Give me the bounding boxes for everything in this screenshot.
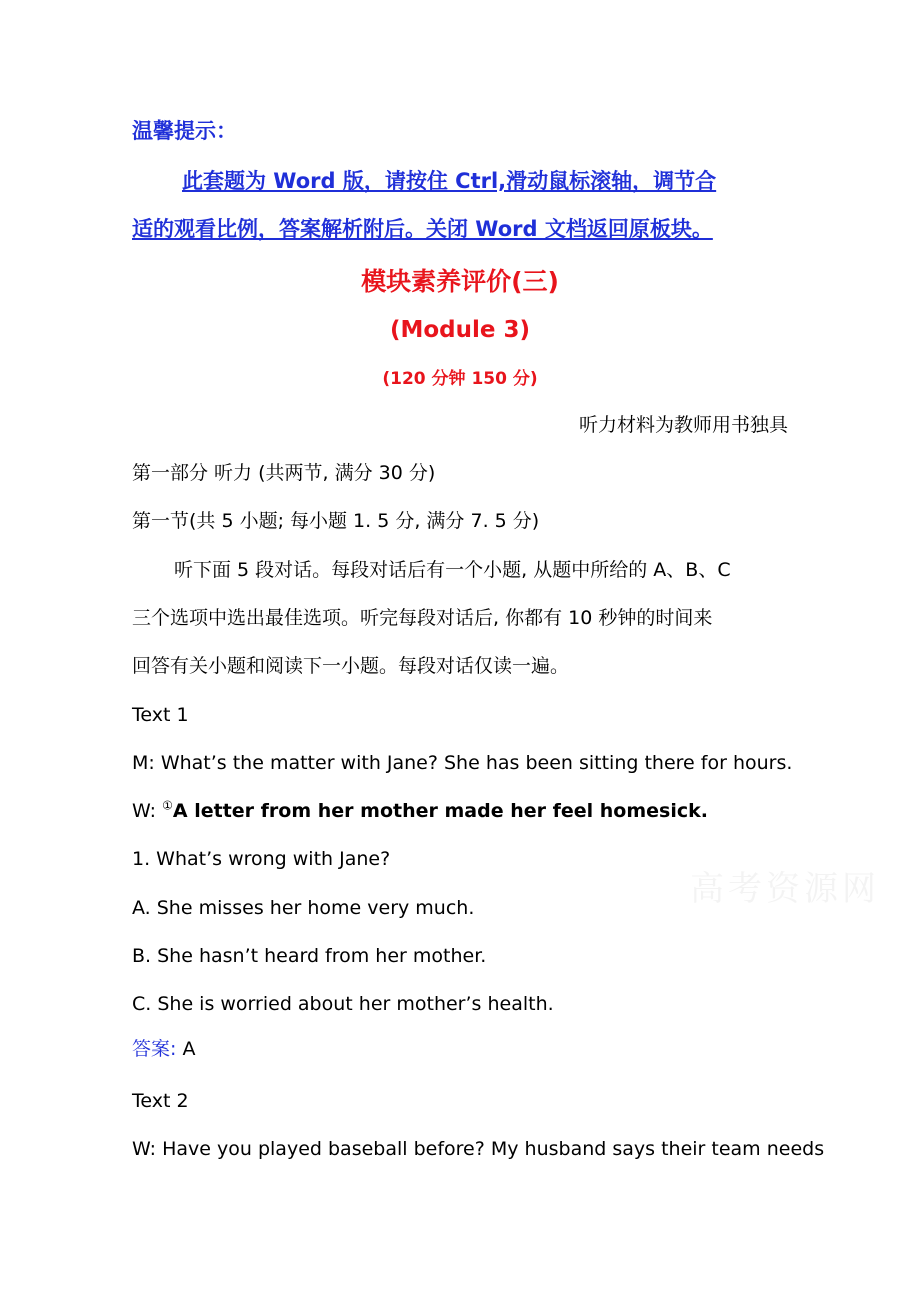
text2-w-line: W: Have you played baseball before? My husband says their team needs <box>132 1138 825 1160</box>
text1-w-text: A letter from her mother made her feel homesick. <box>172 800 708 822</box>
page-title: 模块素养评价(三) <box>361 267 559 296</box>
text1-w-line <box>132 798 708 824</box>
circled-marker: ① <box>162 798 173 813</box>
answer-label: 答案: <box>132 1038 177 1060</box>
time-score-line: (120 分钟 150 分) <box>382 369 538 389</box>
tip-line-1: 此套题为 Word 版，请按住 Ctrl,滑动鼠标滚轴，调节合 <box>182 169 717 193</box>
speaker-prefix: W: <box>132 800 163 822</box>
question-1: 1. What’s wrong with Jane? <box>132 848 391 870</box>
part-heading: 第一部分 听力 (共两节, 满分 30 分) <box>132 462 436 484</box>
teacher-note: 听力材料为教师用书独具 <box>578 414 788 436</box>
tip-heading: 温馨提示： <box>132 119 237 143</box>
option-c: C. She is worried about her mother’s health. <box>132 993 554 1015</box>
tip-line-2: 适的观看比例，答案解析附后。关闭 Word 文档返回原板块。 <box>132 217 713 241</box>
text1-label: Text 1 <box>132 704 189 726</box>
answer-value: A <box>176 1038 196 1060</box>
text1-m-line: M: What’s the matter with Jane? She has been sitting there for hours. <box>132 752 793 774</box>
instruction-line-2: 三个选项中选出最佳选项。听完每段对话后, 你都有 10 秒钟的时间来 <box>132 607 713 629</box>
instruction-line-3: 回答有关小题和阅读下一小题。每段对话仅读一遍。 <box>132 655 570 677</box>
module-title: (Module 3) <box>389 317 531 343</box>
option-b: B. She hasn’t heard from her mother. <box>132 945 487 967</box>
answer-line <box>132 1036 195 1062</box>
text2-label: Text 2 <box>132 1090 189 1112</box>
option-a: A. She misses her home very much. <box>132 897 475 919</box>
section-heading: 第一节(共 5 小题; 每小题 1. 5 分, 满分 7. 5 分) <box>132 510 540 532</box>
instruction-line-1: 听下面 5 段对话。每段对话后有一个小题, 从题中所给的 A、B、C <box>174 559 731 581</box>
watermark: 高考资源网 <box>690 869 880 909</box>
